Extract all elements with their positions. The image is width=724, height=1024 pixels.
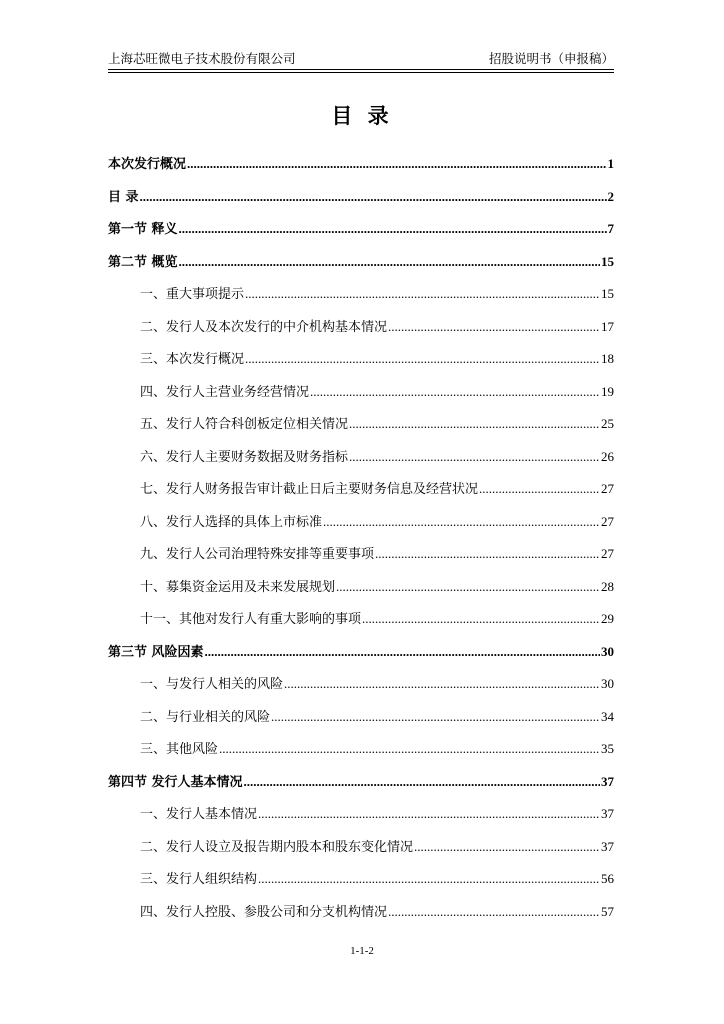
toc-entry[interactable] bbox=[140, 706, 614, 728]
toc-leader-dots bbox=[388, 316, 600, 338]
toc-entry[interactable] bbox=[108, 153, 614, 175]
toc-entry-label: 四、发行人主营业务经营情况 bbox=[140, 384, 310, 400]
toc-entry[interactable] bbox=[140, 316, 614, 338]
toc-leader-dots bbox=[336, 576, 600, 598]
toc-entry[interactable] bbox=[140, 576, 614, 598]
toc-entry-page: 15 bbox=[601, 253, 614, 269]
toc-entry-page: 27 bbox=[601, 546, 614, 561]
toc-entry-page: 37 bbox=[601, 773, 614, 789]
toc-entry[interactable] bbox=[140, 446, 614, 468]
toc-entry-page: 34 bbox=[601, 708, 614, 724]
toc-entry[interactable] bbox=[140, 511, 614, 533]
toc-entry-page: 25 bbox=[601, 416, 614, 431]
toc-entry-label: 七、发行人财务报告审计截止日后主要财务信息及经营状况 bbox=[140, 482, 479, 497]
toc-entry-label: 四、发行人控股、参股公司和分支机构情况 bbox=[140, 904, 388, 920]
toc-leader-dots bbox=[479, 478, 600, 500]
toc-entry-label: 目 录 bbox=[108, 189, 139, 205]
toc-entry[interactable] bbox=[140, 283, 614, 305]
toc-leader-dots bbox=[245, 283, 600, 305]
toc-entry-label: 第四节 发行人基本情况 bbox=[108, 774, 243, 790]
header-doc-type: 招股说明书（申报稿） bbox=[488, 51, 614, 66]
header-company: 上海芯旺微电子技术股份有限公司 bbox=[108, 51, 296, 66]
toc-leader-dots bbox=[140, 186, 607, 208]
toc-entry-page: 27 bbox=[601, 481, 614, 496]
toc-entry-page: 1 bbox=[607, 156, 614, 171]
toc-entry[interactable] bbox=[140, 413, 614, 435]
toc-entry-page: 17 bbox=[601, 318, 614, 334]
toc-entry-label: 二、发行人设立及报告期内股本和股东变化情况 bbox=[140, 839, 414, 855]
toc-leader-dots bbox=[284, 673, 600, 695]
toc-entry[interactable] bbox=[140, 608, 614, 630]
toc-entry-label: 九、发行人公司治理特殊安排等重要事项 bbox=[140, 547, 375, 562]
toc-entry-label: 第一节 释义 bbox=[108, 222, 178, 237]
toc-entry[interactable] bbox=[140, 738, 614, 760]
toc-leader-dots bbox=[258, 868, 600, 890]
toc-leader-dots bbox=[179, 251, 600, 273]
toc-leader-dots bbox=[414, 836, 600, 858]
toc-entry[interactable] bbox=[140, 673, 614, 695]
toc-entry-page: 27 bbox=[601, 513, 614, 529]
toc-entry-page: 37 bbox=[601, 806, 614, 821]
toc-entry[interactable] bbox=[140, 836, 614, 858]
toc-entry[interactable] bbox=[108, 218, 614, 240]
toc-entry-label: 第三节 风险因素 bbox=[108, 644, 204, 660]
toc-entry-label: 三、发行人组织结构 bbox=[140, 872, 258, 887]
page-title: 目 录 bbox=[331, 104, 393, 128]
toc-leader-dots bbox=[219, 738, 600, 760]
toc-entry-page: 2 bbox=[607, 188, 614, 204]
toc-leader-dots bbox=[271, 706, 600, 728]
toc-entry-page: 18 bbox=[601, 351, 614, 366]
toc-entry-label: 十一、其他对发行人有重大影响的事项 bbox=[140, 612, 362, 627]
toc-leader-dots bbox=[323, 511, 600, 533]
toc-entry[interactable] bbox=[140, 803, 614, 825]
toc-entry-page: 30 bbox=[601, 643, 614, 659]
toc-entry-page: 35 bbox=[601, 741, 614, 756]
toc-leader-dots bbox=[258, 803, 600, 825]
toc-entry[interactable] bbox=[140, 348, 614, 370]
toc-entry-label: 本次发行概况 bbox=[108, 157, 187, 172]
toc-leader-dots bbox=[349, 446, 600, 468]
toc-entry-label: 二、与行业相关的风险 bbox=[140, 709, 271, 725]
toc-entry[interactable] bbox=[140, 868, 614, 890]
toc-entry-page: 19 bbox=[601, 383, 614, 399]
toc-entry-page: 56 bbox=[601, 871, 614, 886]
toc-entry-label: 六、发行人主要财务数据及财务指标 bbox=[140, 449, 349, 465]
toc-entry-label: 第二节 概览 bbox=[108, 254, 178, 270]
toc-entry-page: 7 bbox=[607, 221, 614, 236]
toc-entry-label: 一、发行人基本情况 bbox=[140, 807, 258, 822]
toc-entry-page: 28 bbox=[601, 578, 614, 594]
toc-leader-dots bbox=[388, 901, 600, 923]
toc-entry-page: 15 bbox=[601, 286, 614, 301]
toc-entry-label: 二、发行人及本次发行的中介机构基本情况 bbox=[140, 319, 388, 335]
toc-leader-dots bbox=[187, 153, 606, 175]
toc-entry-label: 一、与发行人相关的风险 bbox=[140, 677, 284, 692]
toc-leader-dots bbox=[245, 348, 600, 370]
toc-entry[interactable] bbox=[140, 543, 614, 565]
toc-entry[interactable] bbox=[108, 251, 614, 273]
toc-leader-dots bbox=[362, 608, 600, 630]
page-number: 1-1-2 bbox=[350, 945, 374, 957]
toc-entry-page: 57 bbox=[601, 903, 614, 919]
toc-leader-dots bbox=[349, 413, 600, 435]
toc-leader-dots bbox=[375, 543, 600, 565]
toc-entry-label: 三、本次发行概况 bbox=[140, 352, 245, 367]
toc-entry-label: 十、募集资金运用及未来发展规划 bbox=[140, 579, 336, 595]
header-rule-thin bbox=[108, 72, 614, 73]
toc-entry-page: 30 bbox=[601, 676, 614, 691]
toc-leader-dots bbox=[244, 771, 600, 793]
toc-entry[interactable] bbox=[108, 641, 614, 663]
toc-leader-dots bbox=[179, 218, 607, 240]
toc-entry-page: 29 bbox=[601, 611, 614, 626]
toc-entry-label: 八、发行人选择的具体上市标准 bbox=[140, 514, 323, 530]
toc-entry-label: 一、重大事项提示 bbox=[140, 287, 245, 302]
toc-leader-dots bbox=[205, 641, 600, 663]
toc-leader-dots bbox=[310, 381, 600, 403]
toc-entry-label: 三、其他风险 bbox=[140, 742, 219, 757]
toc-entry[interactable] bbox=[108, 186, 614, 208]
toc-entry-page: 26 bbox=[601, 448, 614, 464]
toc-entry-label: 五、发行人符合科创板定位相关情况 bbox=[140, 417, 349, 432]
toc-entry[interactable] bbox=[140, 478, 614, 500]
toc-entry[interactable] bbox=[140, 381, 614, 403]
page-header bbox=[108, 51, 614, 67]
toc-entry[interactable] bbox=[108, 771, 614, 793]
header-rule bbox=[108, 69, 614, 70]
toc-entry[interactable] bbox=[140, 901, 614, 923]
toc-entry-page: 37 bbox=[601, 838, 614, 854]
